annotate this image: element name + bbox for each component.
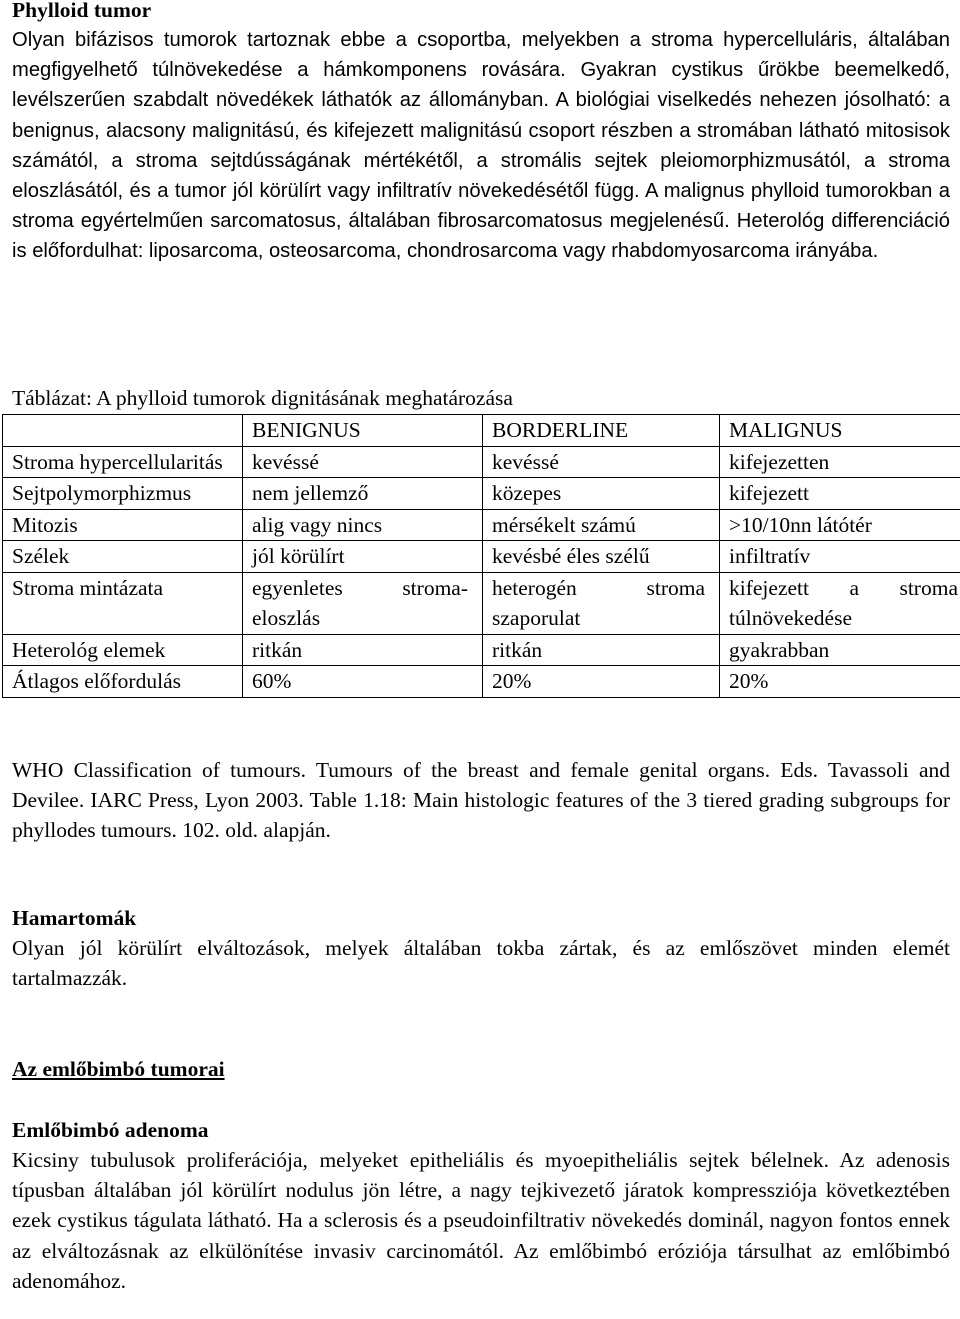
table-cell: ritkán (483, 634, 720, 666)
table-cell: kevéssé (243, 446, 483, 478)
table-cell: kifejezett a stroma túlnövekedése (720, 572, 960, 634)
nipple-section-title: Az emlőbimbó tumorai (12, 1057, 225, 1081)
table-cell: Átlagos előfordulás (3, 666, 243, 698)
table-row (3, 634, 960, 666)
table-cell: Sejtpolymorphizmus (3, 478, 243, 510)
hamartoma-paragraph: Olyan jól körülírt elváltozások, melyek általában tokba zártak, és az emlőszövet minden elemét tartalmazzák. (12, 936, 950, 991)
table-caption: Táblázat: A phylloid tumorok dignitásának meghatározása (12, 386, 513, 410)
table-row (3, 541, 960, 573)
table-cell: jól körülírt (243, 541, 483, 573)
table-cell: gyakrabban (720, 634, 960, 666)
table-cell: egyenletes stroma-eloszlás (243, 572, 483, 634)
table-row (3, 446, 960, 478)
table-cell: Mitozis (3, 509, 243, 541)
phylloid-title: Phylloid tumor (12, 0, 152, 22)
table-cell: nem jellemző (243, 478, 483, 510)
table-cell: Stroma hypercellularitás (3, 446, 243, 478)
table-cell: mérsékelt számú (483, 509, 720, 541)
table-header-cell: BENIGNUS (243, 415, 483, 447)
table-cell: 60% (243, 666, 483, 698)
table-cell: közepes (483, 478, 720, 510)
table-cell: kevéssé (483, 446, 720, 478)
reference-paragraph: WHO Classification of tumours. Tumours of the breast and female genital organs. Eds. Tavassoli and Devilee. IARC Press, Lyon 2003. Table 1.18: Main histologic features of the 3 tiered grading subgroups for phyllodes tumours. 102. old. alapján. (12, 758, 950, 843)
table-row (3, 509, 960, 541)
table-cell: kifejezett (720, 478, 960, 510)
dignity-table (2, 414, 960, 698)
table-row (3, 666, 960, 698)
phylloid-paragraph: Olyan bifázisos tumorok tartoznak ebbe a csoportba, melyekben a stroma hypercelluláris, általában megfigyelhető túlnövekedése a hámkomponens rovására. Gyakran cystikus űrökbe beemelkedő, levélszerűen szabdalt növedékek láthatók az állományban. A biológiai viselkedés nehezen jósolható: a benignus, alacsony malignitású, és kifejezett malignitású csoport részben a stromában látható mitosisok számától, a stroma sejtdússágának mértékétől, a stromális sejtek pleiomorphizmusától, a stroma eloszlásától, és a tumor jól körülírt vagy infiltratív növekedésétől függ. A malignus phylloid tumorokban a stroma egyértelműen sarcomatosus, általában fibrosarcomatosus megjelenésű. Heterológ differenciáció is előfordulhat: liposarcoma, osteosarcoma, chondrosarcoma vagy rhabdomyosarcoma irányába. (12, 29, 950, 263)
table-row (3, 478, 960, 510)
table-cell: 20% (720, 666, 960, 698)
table-row (3, 572, 960, 634)
table-cell: >10/10nn látótér (720, 509, 960, 541)
table-header-row (3, 415, 960, 447)
table-cell: Stroma mintázata (3, 572, 243, 634)
table-cell: heterogén stroma szaporulat (483, 572, 720, 634)
table-cell: Szélek (3, 541, 243, 573)
table-cell: ritkán (243, 634, 483, 666)
table-cell: kevésbé éles szélű (483, 541, 720, 573)
table-header-cell: BORDERLINE (483, 415, 720, 447)
table-cell: alig vagy nincs (243, 509, 483, 541)
nipple-adenoma-paragraph: Kicsiny tubulusok proliferációja, melyeket epitheliális és myoepitheliális sejtek bélelnek. Az adenosis típusban általában jól körülírt nodulus jön létre, a nagy tejkivezető járatok kompressziója következtében ezek cystikus tágulata látható. Ha a sclerosis és a pseudoinfiltrativ növekedés dominál, nagyon fontos ennek az elváltozásnak az elkülönítése invasiv carcinomától. Az emlőbimbó eróziója társulhat az emlőbimbó adenomához. (12, 1148, 950, 1293)
nipple-adenoma-title: Emlőbimbó adenoma (12, 1118, 209, 1142)
table-cell: infiltratív (720, 541, 960, 573)
table-header-cell (3, 415, 243, 447)
table-cell: Heterológ elemek (3, 634, 243, 666)
table-cell: kifejezetten (720, 446, 960, 478)
table-cell: 20% (483, 666, 720, 698)
hamartoma-title: Hamartomák (12, 906, 137, 930)
table-header-cell: MALIGNUS (720, 415, 960, 447)
